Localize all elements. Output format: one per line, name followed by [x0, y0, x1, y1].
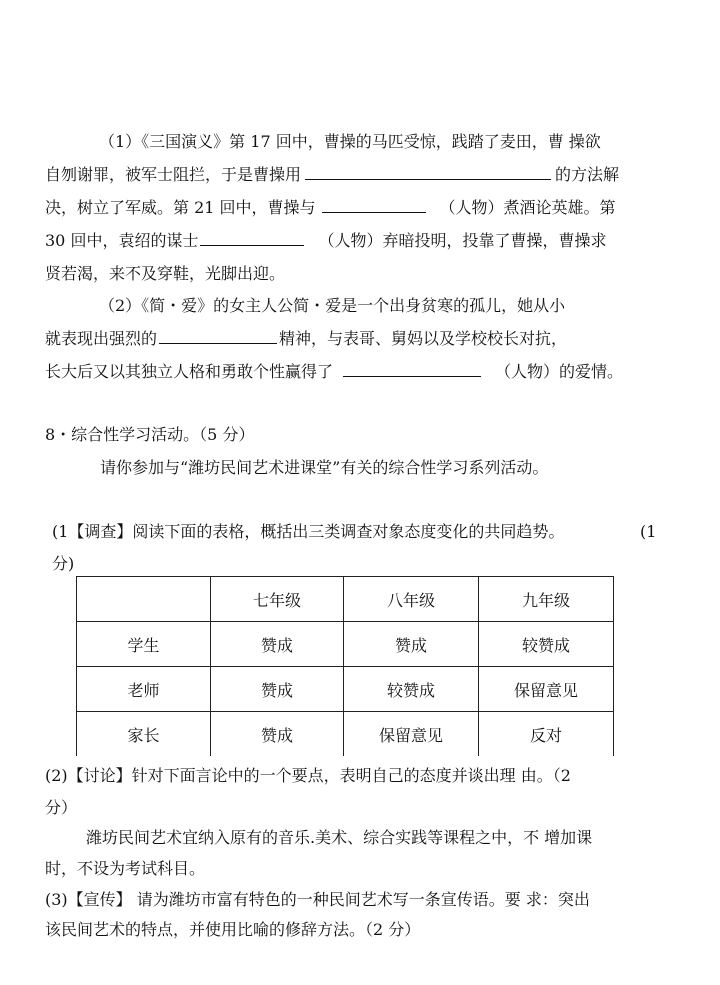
table-row — [77, 667, 614, 712]
q7-p2-line1: （2）《简・爱》的女主人公简・爱是一个出身贫寒的孤儿，她从小 — [99, 296, 566, 315]
q7-p2-line3 — [45, 360, 623, 384]
q8-sub1-points: (1 — [640, 522, 657, 541]
q7-p1-line4 — [45, 229, 606, 253]
q8-sub2-quote-line2: 时，不设为考试科目。 — [45, 859, 206, 878]
q7-p1-line5: 贤若渴，来不及穿鞋，光脚出迎。 — [45, 264, 286, 283]
answer-blank-person-2[interactable] — [200, 229, 304, 246]
q8-sub1-text: (1【调查】阅读下面的表格，概括出三类调查对象态度变化的共同趋势。 — [52, 522, 565, 541]
q7-p1-line1: （1）《三国演义》第 17 回中，曹操的马匹受惊，践踏了麦田，曹 操欲 — [99, 132, 601, 151]
q8-title: 8・综合性学习活动。（5 分） — [45, 425, 255, 444]
answer-blank-person-1[interactable] — [322, 196, 426, 213]
q8-sub3-line1: (3)【宣传】 请为潍坊市富有特色的一种民间艺术写一条宣传语。要 求：突出 — [45, 890, 590, 909]
q8-sub1-line1 — [52, 520, 564, 544]
q8-sub2-quote-line1: 潍坊民间艺术宜纳入原有的音乐.美术、综合实践等课程之中，不 增加课 — [86, 828, 593, 847]
table-header-cell: 九年级 — [479, 577, 614, 622]
table-cell: 保留意见 — [344, 712, 479, 757]
q7-p1-line4-text-a: 30 回中，袁绍的谋士 — [45, 231, 199, 250]
q7-p2-line3-text-a: 长大后又以其独立人格和勇敢个性赢得了 — [45, 362, 334, 381]
table-cell: 赞成 — [344, 622, 479, 667]
q7-p1-line2-text-a: 自刎谢罪，被军士阻拦，于是曹操用 — [45, 165, 302, 184]
table-cell: 赞成 — [211, 667, 344, 712]
q8-sub2-line1: (2)【讨论】针对下面言论中的一个要点，表明自己的态度并谈出理 由。（2 — [45, 766, 571, 785]
q8-sub2-line2: 分） — [45, 798, 78, 817]
table-cell: 较赞成 — [344, 667, 479, 712]
q7-p1-line2 — [45, 163, 619, 187]
table-header-row — [77, 577, 614, 622]
table-cell: 家长 — [77, 712, 211, 757]
table-cell: 学生 — [77, 622, 211, 667]
q8-sub1-line2: 分) — [52, 554, 75, 573]
q7-p1-line2-text-b: 的方法解 — [555, 165, 620, 184]
q7-p2-line3-text-b: （人物）的爱情。 — [495, 362, 624, 381]
table-cell: 老师 — [77, 667, 211, 712]
q8-sub3-line2: 该民间艺术的特点，并使用比喻的修辞方法。（2 分） — [45, 920, 421, 939]
table-cell: 较赞成 — [479, 622, 614, 667]
answer-blank-method[interactable] — [305, 163, 551, 180]
q7-p2-line2 — [45, 327, 567, 351]
table-header-cell: 七年级 — [211, 577, 344, 622]
q8-intro: 请你参加与“潍坊民间艺术进课堂”有关的综合性学习系列活动。 — [100, 458, 549, 477]
q7-p2-line2-text-a: 就表现出强烈的 — [45, 329, 158, 348]
table-cell: 保留意见 — [479, 667, 614, 712]
q7-p1-line3-text-a: 决，树立了军威。第 21 回中，曹操与 — [45, 198, 316, 217]
table-header-cell — [77, 577, 211, 622]
q7-p2-line2-text-b: 精神，与表哥、舅妈以及学校校长对抗， — [279, 329, 568, 348]
answer-blank-spirit[interactable] — [159, 327, 277, 344]
table-cell: 赞成 — [211, 622, 344, 667]
q7-p1-line3 — [45, 196, 616, 220]
q7-p1-line4-text-b: （人物）弃暗投明，投靠了曹操，曹操求 — [318, 231, 607, 250]
survey-table — [76, 576, 614, 756]
table-cell: 赞成 — [211, 712, 344, 757]
answer-blank-person-3[interactable] — [343, 360, 481, 377]
table-row — [77, 622, 614, 667]
table-header-cell: 八年级 — [344, 577, 479, 622]
table-cell: 反对 — [479, 712, 614, 757]
table-row — [77, 712, 614, 757]
q7-p1-line3-text-b: （人物）煮酒论英雄。第 — [439, 198, 616, 217]
